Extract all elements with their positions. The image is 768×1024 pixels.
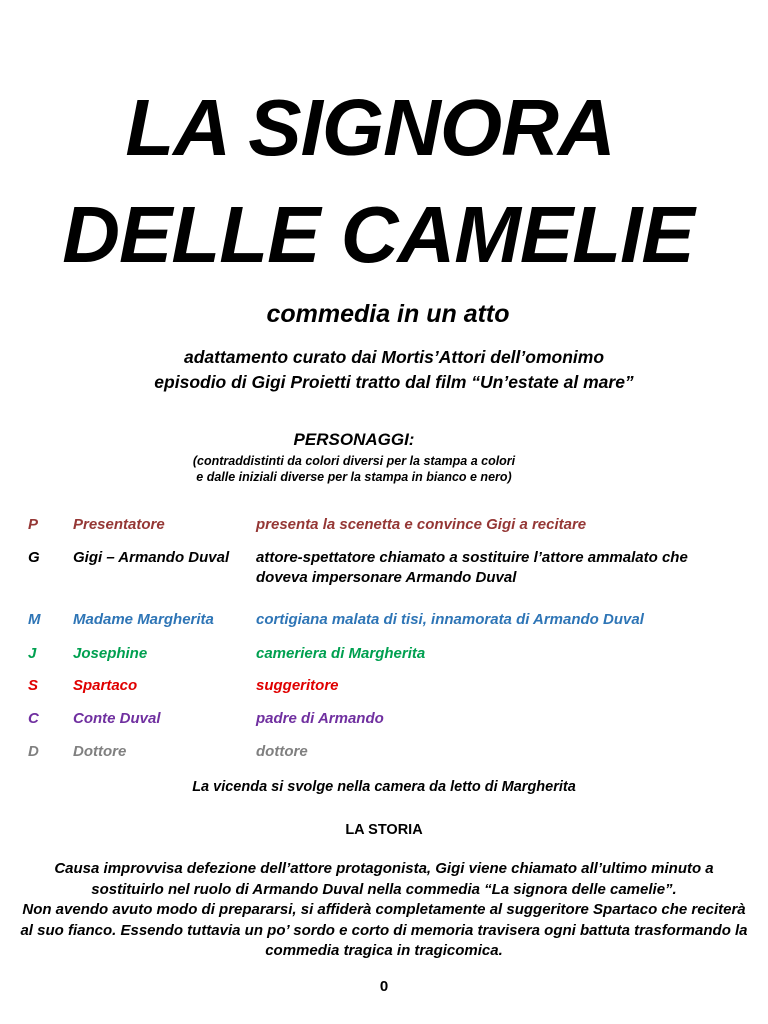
characters-note-line-1: (contraddistinti da colori diversi per la stampa a colori [192,454,516,468]
character-initial: J [28,645,37,662]
character-initial: G [28,549,40,566]
character-name: Josephine [73,645,148,662]
character-initial: S [28,677,39,694]
character-description: cameriera di Margherita [256,645,426,662]
characters-heading [0,430,738,450]
character-name: Spartaco [73,677,138,694]
character-description: attore-spettatore chiamato a sostituire l’attore ammalato che doveva impersonare Armando Duval [256,549,688,586]
characters-note-line-2: e dalle iniziali diverse per la stampa in bianco e nero) [196,470,512,484]
character-initial: P [28,516,39,533]
story-text [20,859,748,962]
character-description: dottore [256,743,308,760]
title-line-2: DELLE CAMELIE [62,190,694,279]
story-heading: LA STORIA [345,822,423,838]
page-number: 0 [379,978,389,995]
adaptation-line-1: adattamento curato dai Mortis’Attori dell’omonimo [183,347,605,367]
character-description: cortigiana malata di tisi, innamorata di Armando Duval [256,611,644,628]
character-name: Gigi – Armando Duval [73,549,230,566]
subtitle: commedia in un atto [266,300,510,328]
setting-line: La vicenda si svolge nella camera da letto di Margherita [192,779,576,795]
character-description: suggeritore [256,677,339,694]
story-paragraph-2: Non avendo avuto modo di prepararsi, si affiderà completamente al suggeritore Spartaco che reciterà al suo fianco. Essendo tuttavia un po’ sordo e corto di memoria travisera ogni battuta trasformando la commedia tragica in tragicomica. [20,901,748,960]
character-name: Presentatore [73,516,165,533]
character-initial: M [28,611,41,628]
character-initial: C [28,710,39,727]
title-line-1: LA SIGNORA [125,83,615,172]
character-name: Conte Duval [73,710,161,727]
adaptation-line-2: episodio di Gigi Proietti tratto dal film “Un’estate al mare” [154,372,634,392]
character-initial: D [28,743,39,760]
character-name: Madame Margherita [73,611,214,628]
character-name: Dottore [73,743,127,760]
story-paragraph-1: Causa improvvisa defezione dell’attore protagonista, Gigi viene chiamato all’ultimo minuto a sostituirlo nel ruolo di Armando Duval nella commedia “La signora delle camelie”. [54,860,714,898]
character-description: presenta la scenetta e convince Gigi a recitare [256,516,587,533]
character-description: padre di Armando [256,710,384,727]
characters-heading-text: PERSONAGGI: [293,430,415,449]
